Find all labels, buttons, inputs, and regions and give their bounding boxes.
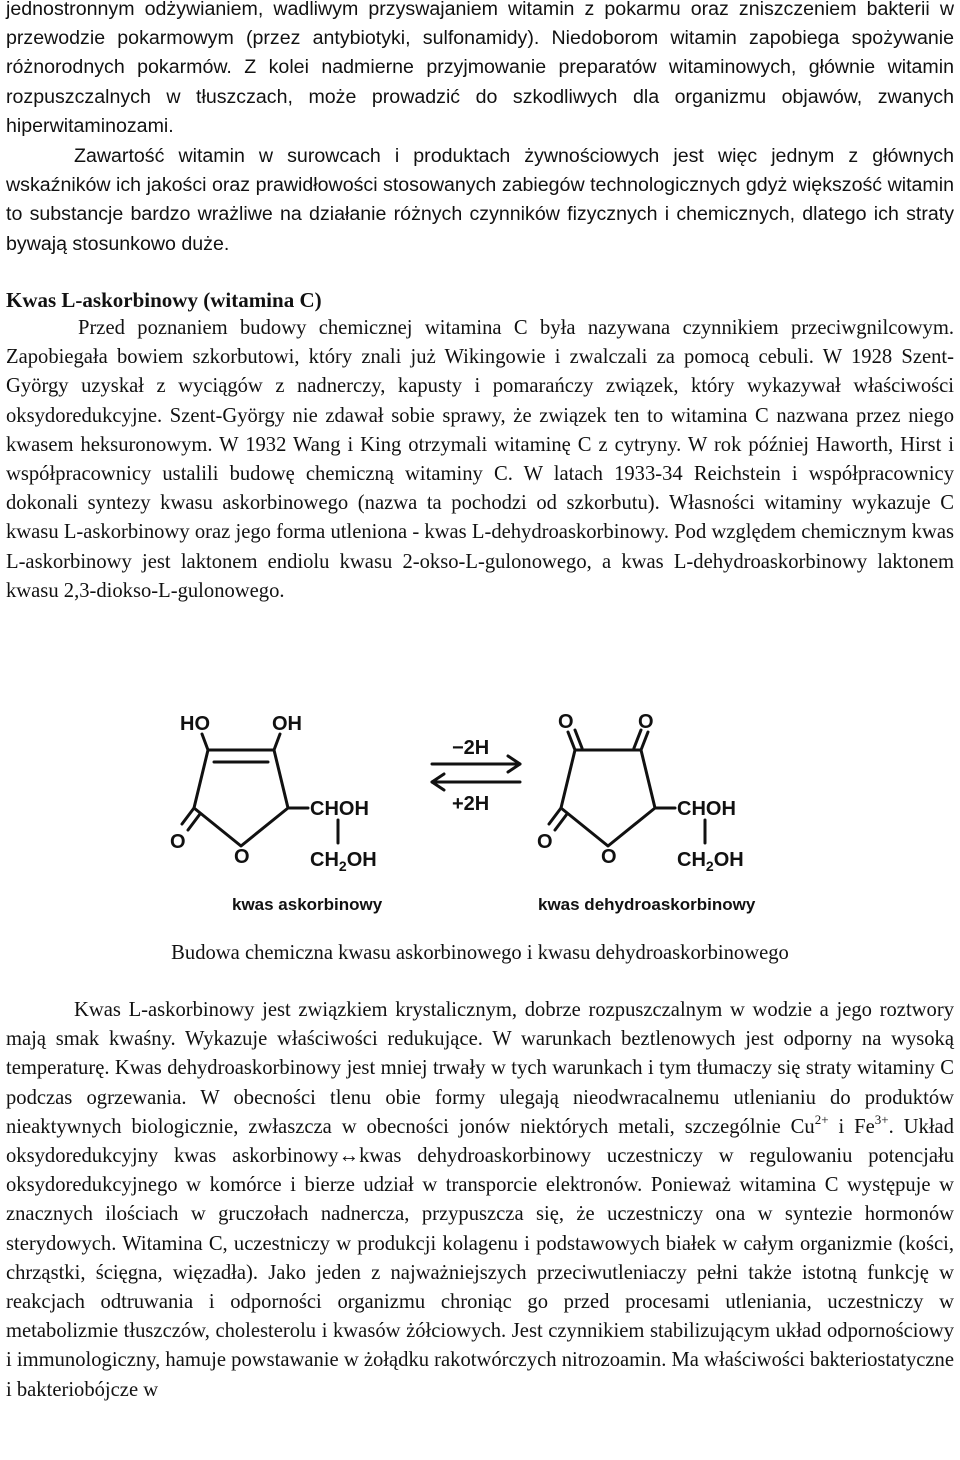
dehydro-o1-label: O [558,711,574,733]
ascorbic-choh-label: CHOH [310,798,369,820]
dehydro-carbonyl-2a [641,732,648,750]
dehydro-carbonyl-o-label: O [537,831,553,853]
ascorbic-ch2oh-label: $CH_2OH$ [310,849,377,874]
dehydro-carbonyl-3a [549,808,561,824]
ascorbic-acid-label: kwas askorbinowy [232,895,383,914]
ascorbic-oh-bond [274,734,280,750]
properties-text-a: Kwas L-askorbinowy jest związkiem krystalicznym, dobrze rozpuszczalnym w wodzie a jego roztwory mają smak kwaśny. Wykazuje właściwości redukujące. W warunkach beztlenowych jest odporny na wysoką temperaturę. Kwas dehydroaskorbinowy jest mniej trwały w tych warunkach i tym tłumaczy się straty witaminy C podczas ogrzewania. W obecności tlenu obie formy ulegają nieodwracalnemu utlenianiu do produktów nieaktywnych biologicznie, zwłaszcza w obecności jonów niektórych metali, szczególnie Cu [6,999,954,1138]
properties-text-b: i Fe [828,1115,875,1138]
properties-text-c: . Układ oksydoredukcyjny kwas askorbinowy↔kwas dehydroaskorbinowy uczestniczy w regulowaniu potencjału oksydoredukcyjnego w komórce i bierze udział w transporcie elektronów. Ponieważ witamina C występuje w znacznych ilościach w gruczołach nadnercza, przypuszcza się, że uczestniczy ona w syntezie hormonów sterydowych. Witamina C, uczestniczy w produkcji kolagenu i podstawowych białek w całym organizmie (kości, chrząstki, ścięgna, więzadła). Jako jeden z najważniejszych przeciwutleniaczy pełni także istotną funkcję w reakcjach odtruwania i odporności organizmu chroniąc go przed procesami utleniania, uczestniczy w metabolizmie tłuszczów, cholesterolu i kwasów żółciowych. Jest czynnikiem stabilizującym układ odpornościowy i immunologiczny, hamuje powstawanie w żołądku rakotwórczych nitrozoamin. Ma właściwości bakteriostatyczne i bakteriobójcze w [6,1115,954,1401]
ascorbic-carbonyl-o-label: O [170,831,186,853]
dehydro-carbonyl-1a [568,732,575,750]
dehydroascorbic-ring [561,750,655,846]
paragraph-properties [6,996,954,1405]
oxidation-label: −2H [452,737,490,759]
dehydro-carbonyl-1b [575,730,582,748]
cu-charge: 2+ [814,1111,829,1127]
dehydroascorbic-acid-label: kwas dehydroaskorbinowy [538,895,756,914]
dehydro-choh-label: CHOH [677,798,736,820]
dehydro-ring-o-label: O [601,846,617,868]
chemical-structure-figure [170,700,790,930]
paragraph-vitamin-content: Zawartość witamin w surowcach i produktach żywnościowych jest więc jednym z głównych wskaźników ich jakości oraz prawidłowości stosowanych zabiegów technologicznych gdyż większość witamin to substancje bardzo wrażliwe na działanie różnych czynników fizycznych i chemicznych, dlatego ich straty bywają stosunkowo duże. [6,145,954,255]
ascorbic-carbonyl-bond-1 [182,808,194,824]
paragraph-vitamin-deficiency: jednostronnym odżywianiem, wadliwym przyswajaniem witamin z pokarmu oraz zniszczeniem bakterii w przewodzie pokarmowym (przez antybiotyki, sulfonamidy). Niedoborom witamin zapobiega spożywanie różnorodnych pokarmów. Z kolei nadmierne przyjmowanie preparatów witaminowych, głównie witamin rozpuszczalnych w tłuszczach, może prowadzić do szkodliwych dla organizmu objawów, zwanych hiperwitaminozami. [6,0,954,137]
ascorbic-carbonyl-bond-2 [188,814,200,830]
ascorbic-ho-bond [202,734,208,750]
paragraph-vitamin-c-history: Przed poznaniem budowy chemicznej witamina C była nazywana czynnikiem przeciwgnilcowym. Zapobiegała bowiem szkorbutowi, który znali już Wikingowie i zwalczali za pomocą cebuli. W 1928 Szent-György uzyskał z wyciągów z nadnerczy, kapusty i pomarańczy związek, który wykazywał właściwości oksydoredukcyjne. Szent-György nie zdawał sobie sprawy, że związek ten to witamina C nazwana przez niego kwasem heksuronowym. W 1932 Wang i King otrzymali witaminę C z cytryny. W rok później Haworth, Hirst i współpracownicy ustalili budowę chemiczną witaminy C. W latach 1933-34 Reichstein i współpracownicy dokonali syntezy kwasu askorbinowego (nazwa ta pochodzi od szkorbutu). Własności witaminy wykazuje C kwasu L-askorbinowy oraz jego forma utleniona - kwas L-dehydroaskorbinowy. Pod względem chemicznym kwas L-askorbinowy jest laktonem endiolu kwasu 2-okso-L-gulonowego, a kwas L-dehydroaskorbinowy laktonem kwasu 2,3-diokso-L-gulonowego. [6,317,954,602]
fe-charge: 3+ [874,1111,889,1127]
dehydro-ch2oh-label: $CH_2OH$ [677,849,744,874]
reduction-label: +2H [452,793,490,815]
dehydro-o2-label: O [638,711,654,733]
ascorbic-oh-label: OH [272,713,302,735]
dehydro-carbonyl-3b [555,814,567,830]
section-heading: Kwas L-askorbinowy (witamina C) [6,288,322,312]
ascorbic-ring [194,750,288,846]
ascorbic-ring-o-label: O [234,846,250,868]
ascorbic-ho-label: HO [180,713,210,735]
figure-caption: Budowa chemiczna kwasu askorbinowego i kwasu dehydroaskorbinowego [171,942,789,964]
